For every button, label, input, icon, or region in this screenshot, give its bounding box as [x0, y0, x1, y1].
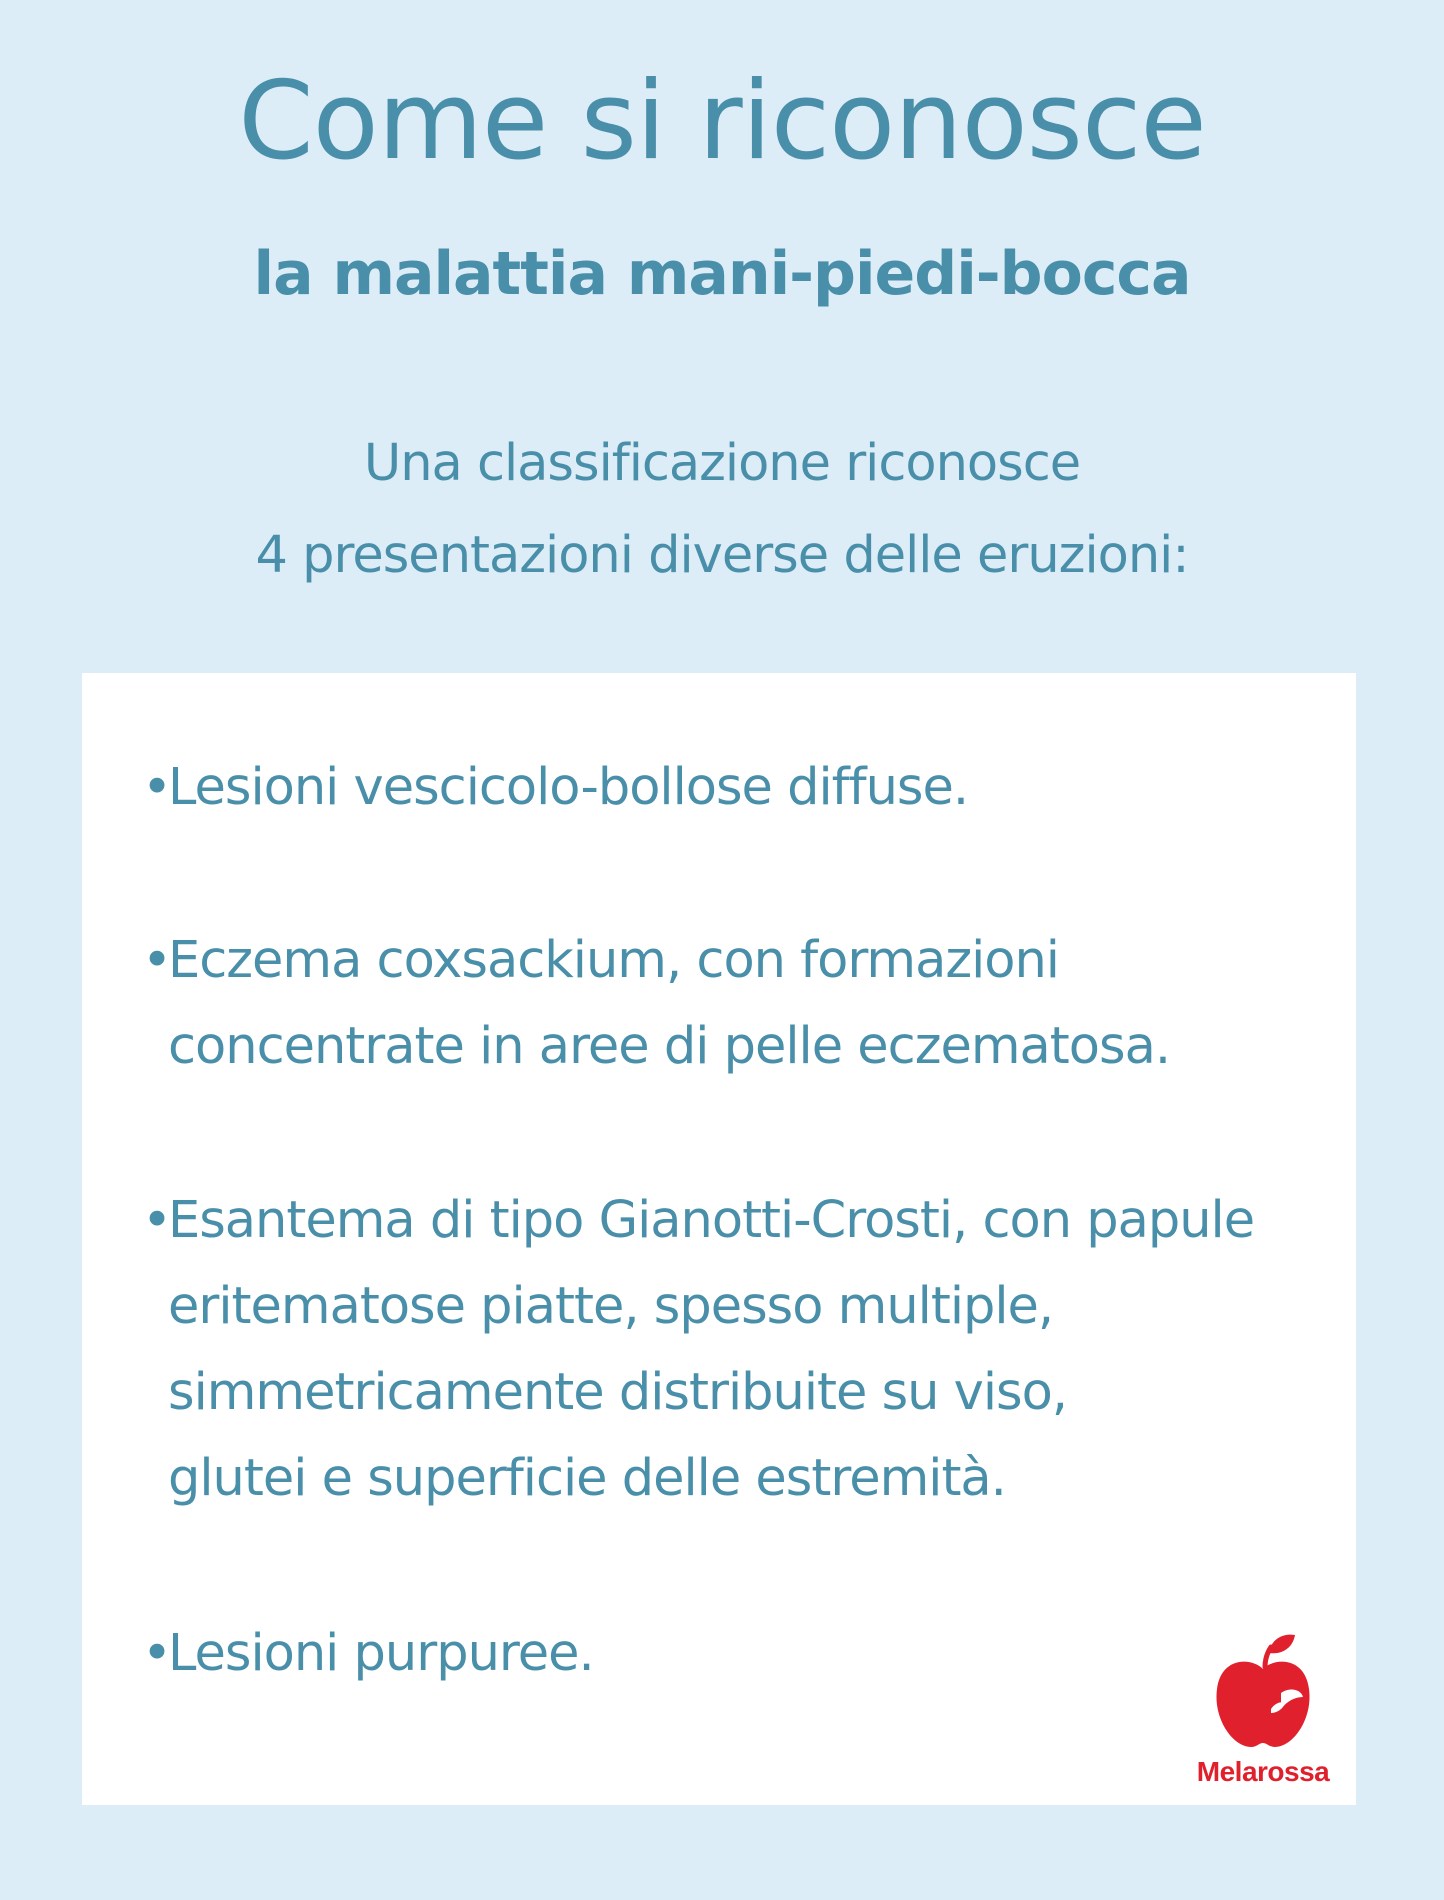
list-item-line: simmetricamente distribuite su viso,	[168, 1363, 1068, 1422]
bullet-icon: •	[142, 758, 172, 817]
list-item	[142, 918, 1322, 1090]
list-item-line: Lesioni vescicolo-bollose diffuse.	[168, 758, 969, 817]
list-item-line: concentrate in aree di pelle eczematosa.	[168, 1017, 1171, 1076]
list-item-line: Eczema coxsackium, con formazioni	[168, 931, 1059, 990]
content-card	[82, 673, 1356, 1805]
list-item-line: Lesioni purpuree.	[168, 1624, 594, 1683]
list-item	[142, 1611, 1322, 1697]
intro-text	[0, 418, 1444, 602]
intro-line: Una classificazione riconosce	[363, 434, 1081, 493]
bullet-icon: •	[142, 931, 172, 990]
brand-name: Melarossa	[1196, 1756, 1330, 1787]
list-item-line: Esantema di tipo Gianotti-Crosti, con papule	[168, 1191, 1255, 1250]
list-item	[142, 745, 1322, 831]
apple-logo-icon	[1211, 1631, 1315, 1749]
page-subtitle: la malattia mani-piedi-bocca	[253, 239, 1191, 309]
bullet-icon: •	[142, 1624, 172, 1683]
intro-line: 4 presentazioni diverse delle eruzioni:	[255, 526, 1189, 585]
list-item-line: glutei e superficie delle estremità.	[168, 1449, 1006, 1508]
list-item-line: eritematose piatte, spesso multiple,	[168, 1277, 1054, 1336]
list-item	[142, 1178, 1322, 1522]
page-title: Come si riconosce	[238, 59, 1206, 184]
brand-logo	[1188, 1631, 1338, 1789]
bullet-icon: •	[142, 1191, 172, 1250]
